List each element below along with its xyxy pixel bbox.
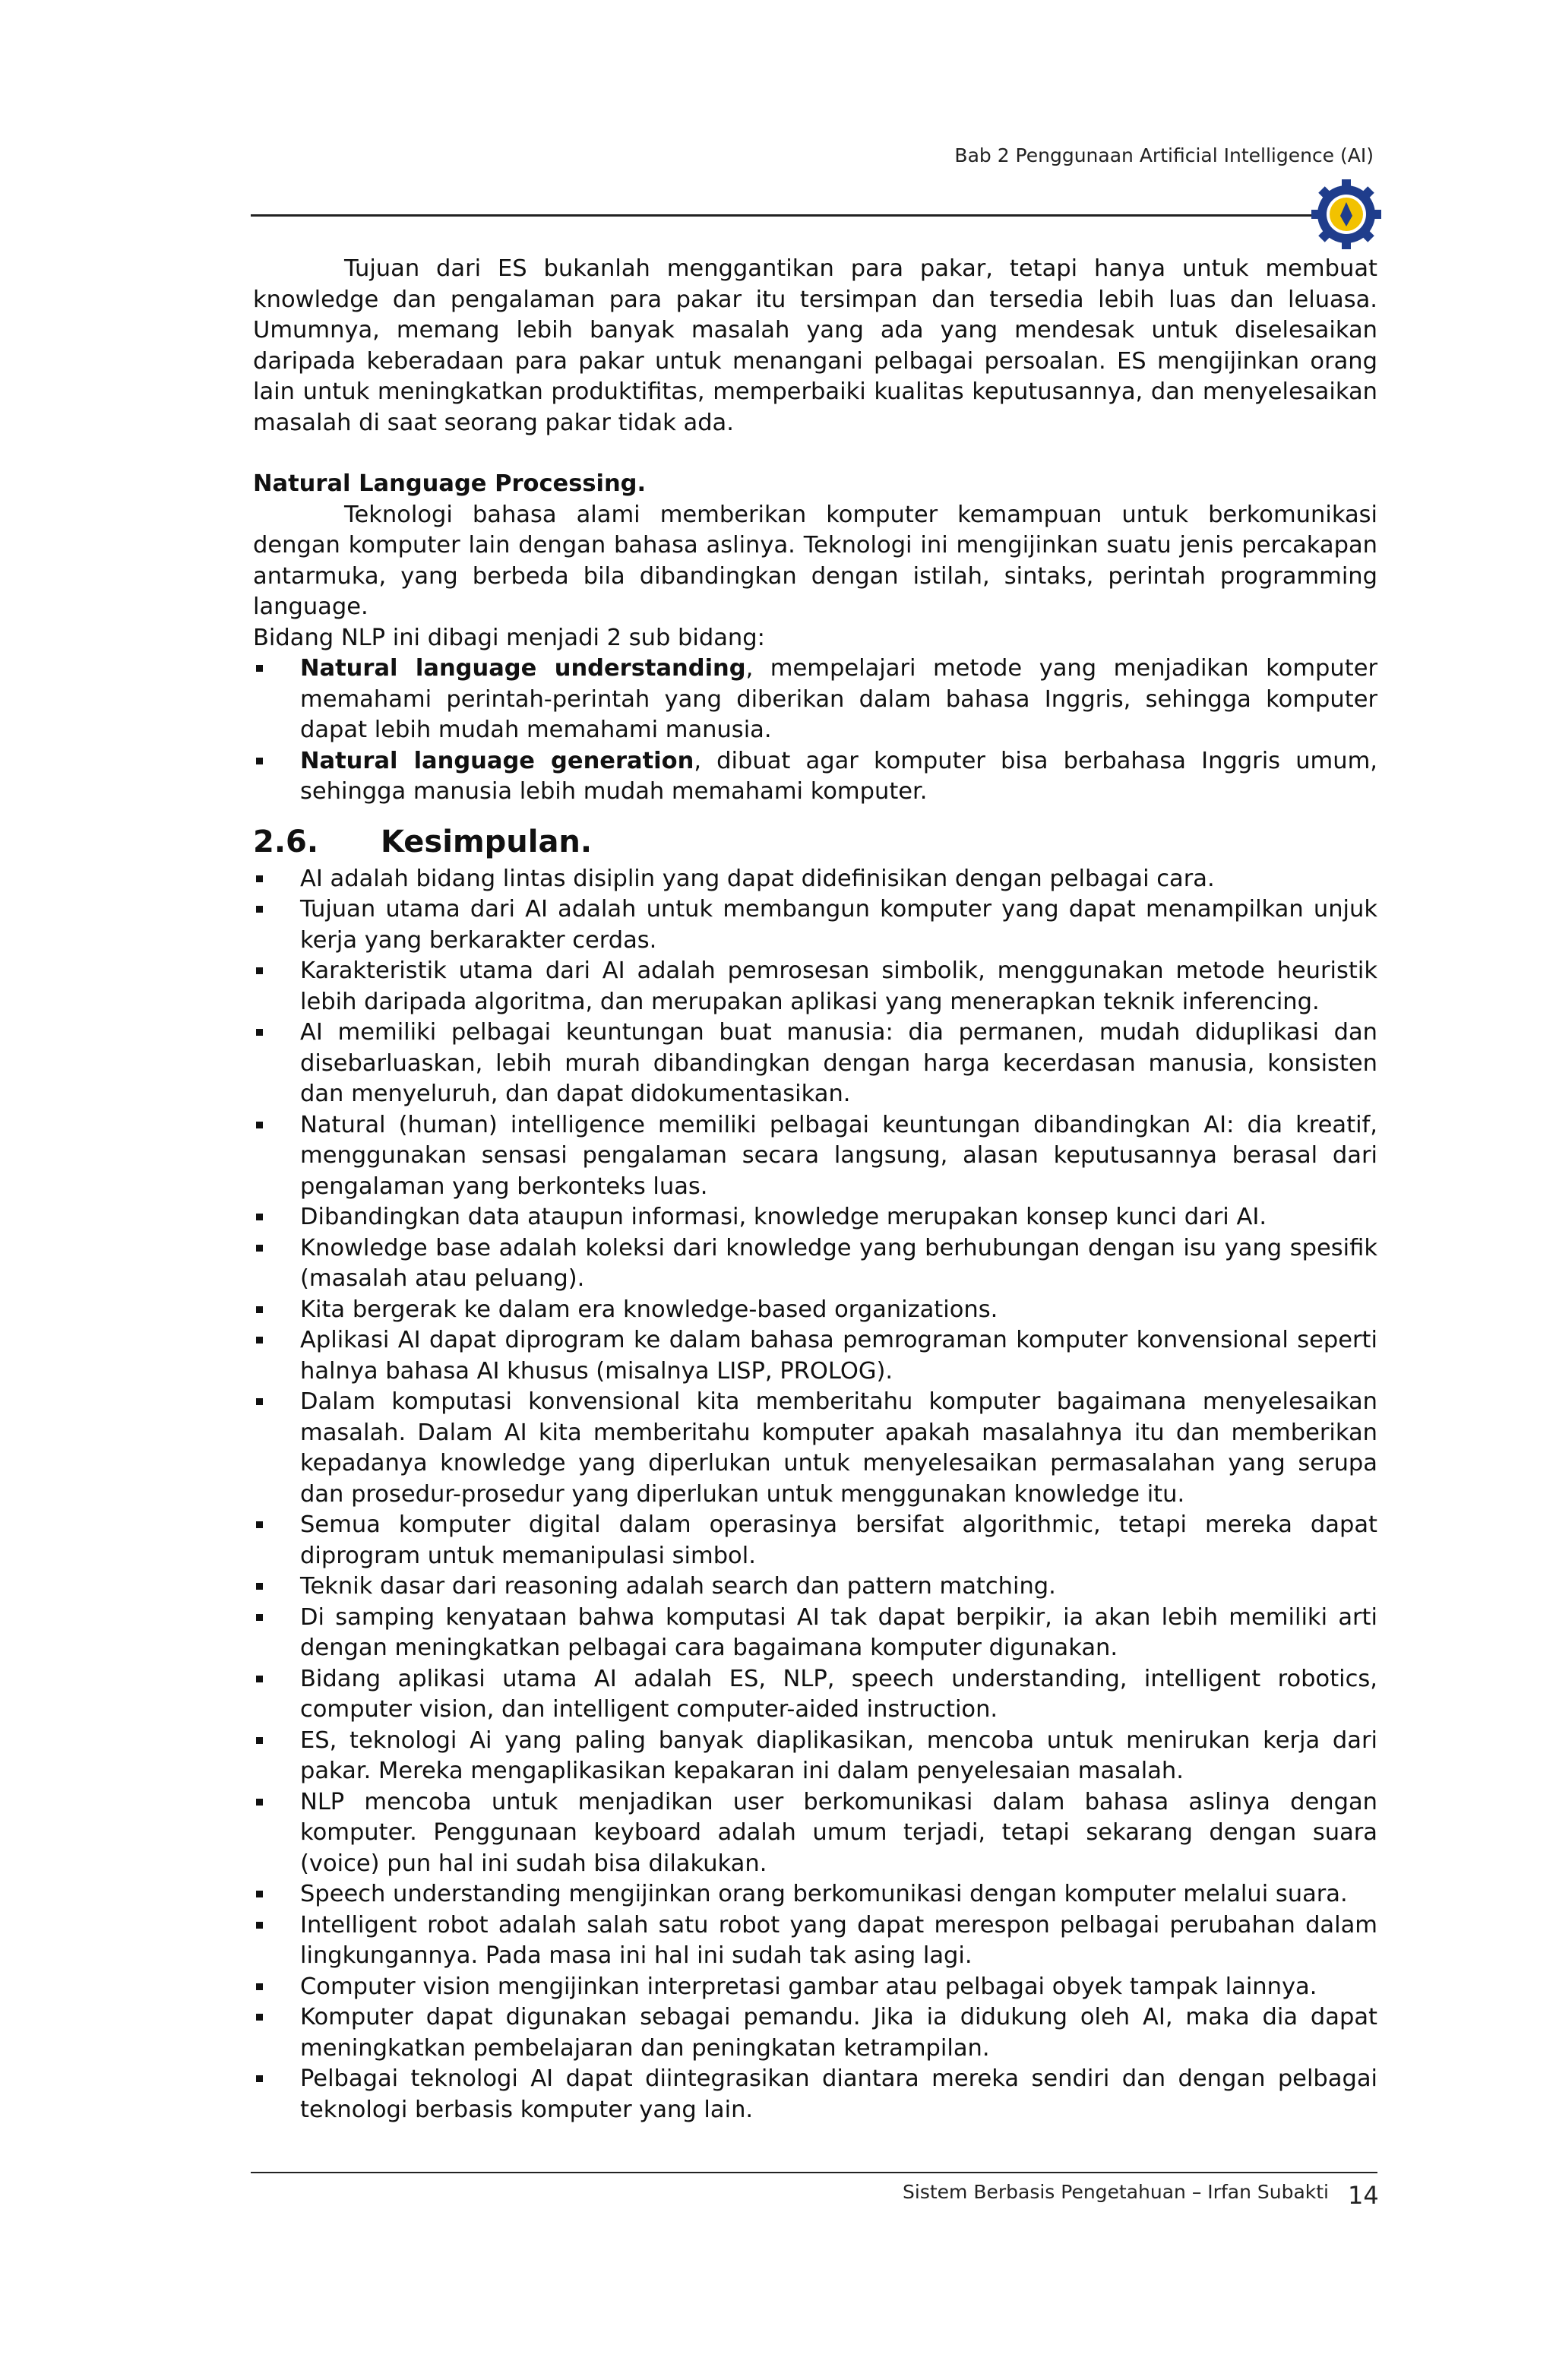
list-item (253, 894, 1377, 956)
list-item (253, 1295, 1377, 1326)
bullet-icon (256, 1029, 263, 1036)
list-item (253, 1018, 1377, 1110)
list-item-text: Dibandingkan data ataupun informasi, knowledge merupakan konsep kunci dari AI. (300, 1204, 1267, 1230)
footer-rule (251, 2172, 1377, 2173)
nlp-subfield-intro: Bidang NLP ini dibagi menjadi 2 sub bidang: (253, 624, 765, 651)
subfield-term: Natural language generation (300, 747, 694, 774)
nlp-subfield-list (253, 654, 1377, 808)
conclusion-list (253, 864, 1377, 2126)
list-item (253, 746, 1377, 808)
section-title: Kesimpulan. (381, 824, 593, 859)
bullet-icon (256, 2014, 263, 2021)
list-item-text: Bidang aplikasi utama AI adalah ES, NLP, speech understanding, intelligent robotics, computer vision, dan intelligent computer-aided instruction. (300, 1665, 1377, 1723)
list-item (253, 1110, 1377, 1203)
list-item-text: AI adalah bidang lintas disiplin yang dapat didefinisikan dengan pelbagai cara. (300, 865, 1215, 892)
list-item (253, 1571, 1377, 1603)
bullet-icon (256, 875, 263, 882)
list-item (253, 2064, 1377, 2125)
footer-text: Sistem Berbasis Pengetahuan – Irfan Subakti (903, 2181, 1329, 2203)
section-heading (253, 823, 1377, 861)
intro-paragraph: Tujuan dari ES bukanlah menggantikan para pakar, tetapi hanya untuk membuat knowledge dan pengalaman para pakar itu tersimpan dan tersedia lebih luas dan leluasa. Umumnya, memang lebih banyak masalah yang ada yang mendesak untuk diselesaikan daripada keberadaan para pakar untuk menangani pelbagai persoalan. ES mengijinkan orang lain untuk meningkatkan produktifitas, memperbaiki kualitas keputusannya, dan menyelesaikan masalah di saat seorang pakar tidak ada. (253, 255, 1377, 436)
bullet-icon (256, 1245, 263, 1252)
list-item-text: Kita bergerak ke dalam era knowledge-based organizations. (300, 1296, 998, 1323)
list-item (253, 1879, 1377, 1910)
list-item-text: Di samping kenyataan bahwa komputasi AI tak dapat berpikir, ia akan lebih memiliki arti dengan meningkatkan pelbagai cara bagaimana komputer digunakan. (300, 1603, 1377, 1661)
list-item (253, 956, 1377, 1018)
list-item-text: Tujuan utama dari AI adalah untuk membangun komputer yang dapat menampilkan unjuk kerja yang berkarakter cerdas. (300, 896, 1377, 954)
bullet-icon (256, 1983, 263, 1990)
list-item (253, 654, 1377, 746)
list-item (253, 1233, 1377, 1295)
bullet-icon (256, 1799, 263, 1806)
list-item-text: Speech understanding mengijinkan orang berkomunikasi dengan komputer melalui suara. (300, 1881, 1348, 1907)
bullet-icon (256, 1521, 263, 1528)
list-item-text: ES, teknologi Ai yang paling banyak diaplikasikan, mencoba untuk menirukan kerja dari pakar. Mereka mengaplikasikan kepakaran ini dalam penyelesaian masalah. (300, 1726, 1377, 1784)
bullet-icon (256, 1676, 263, 1682)
page-header-title: Bab 2 Penggunaan Artificial Intelligence (AI) (954, 144, 1374, 166)
header-rule (251, 214, 1322, 217)
bullet-icon (256, 1337, 263, 1343)
list-item-text: AI memiliki pelbagai keuntungan buat manusia: dia permanen, mudah diduplikasi dan disebarluaskan, lebih murah dibandingkan dengan harga kecerdasan manusia, konsisten dan menyeluruh, dan dapat didokumentasikan. (300, 1019, 1377, 1107)
nlp-heading: Natural Language Processing. (253, 470, 647, 497)
page-body (253, 254, 1377, 2125)
list-item (253, 1510, 1377, 1571)
list-item-text: NLP mencoba untuk menjadikan user berkomunikasi dalam bahasa aslinya dengan komputer. Penggunaan keyboard adalah umum terjadi, tetapi sekarang dengan suara (voice) pun hal ini sudah bisa dilakukan. (300, 1788, 1377, 1877)
list-item (253, 1325, 1377, 1387)
list-item-text: Komputer dapat digunakan sebagai pemandu. Jika ia didukung oleh AI, maka dia dapat meningkatkan pembelajaran dan peningkatan ketrampilan. (300, 2004, 1377, 2062)
list-item-text: Semua komputer digital dalam operasinya bersifat algorithmic, tetapi mereka dapat diprogram untuk memanipulasi simbol. (300, 1511, 1377, 1569)
list-item-text: Karakteristik utama dari AI adalah pemrosesan simbolik, menggunakan metode heuristik lebih daripada algoritma, dan merupakan aplikasi yang menerapkan teknik inferencing. (300, 957, 1377, 1015)
bullet-icon (256, 1122, 263, 1128)
list-item (253, 1910, 1377, 1972)
list-item (253, 2002, 1377, 2064)
bullet-icon (256, 967, 263, 974)
bullet-icon (256, 906, 263, 913)
subfield-description: , dibuat agar komputer bisa berbahasa Inggris umum, sehingga manusia lebih mudah memahami komputer. (300, 747, 1378, 805)
list-item-text: Computer vision mengijinkan interpretasi gambar atau pelbagai obyek tampak lainnya. (300, 1973, 1317, 2000)
page-number: 14 (1348, 2181, 1379, 2210)
section-number: 2.6. (253, 824, 319, 859)
bullet-icon (256, 1922, 263, 1929)
list-item (253, 1726, 1377, 1787)
list-item-text: Teknik dasar dari reasoning adalah search dan pattern matching. (300, 1573, 1056, 1600)
subfield-description: , mempelajari metode yang menjadikan komputer memahami perintah-perintah yang diberikan dalam bahasa Inggris, sehingga komputer dapat lebih mudah memahami manusia. (300, 655, 1377, 743)
list-item (253, 1603, 1377, 1664)
list-item (253, 1664, 1377, 1726)
university-seal-icon (1308, 176, 1384, 252)
list-item (253, 1387, 1377, 1510)
list-item (253, 1787, 1377, 1880)
bullet-icon (256, 758, 263, 764)
subfield-term: Natural language understanding (300, 655, 746, 682)
list-item-text: Knowledge base adalah koleksi dari knowledge yang berhubungan dengan isu yang spesifik (masalah atau peluang). (300, 1234, 1377, 1292)
list-item (253, 864, 1377, 895)
list-item-text: Dalam komputasi konvensional kita memberitahu komputer bagaimana menyelesaikan masalah. Dalam AI kita memberitahu komputer apakah masalahnya itu dan memberikan kepadanya knowledge yang diperlukan untuk menyelesaikan permasalahan yang serupa dan prosedur-prosedur yang diperlukan untuk menggunakan knowledge itu. (300, 1388, 1377, 1508)
list-item-text: Natural (human) intelligence memiliki pelbagai keuntungan dibandingkan AI: dia kreatif, menggunakan sensasi pengalaman secara langsung, alasan keputusannya berasal dari pengalaman yang berkonteks luas. (300, 1111, 1377, 1200)
bullet-icon (256, 2075, 263, 2082)
bullet-icon (256, 1306, 263, 1313)
list-item (253, 1972, 1377, 2003)
bullet-icon (256, 1214, 263, 1220)
bullet-icon (256, 1398, 263, 1405)
bullet-icon (256, 1737, 263, 1744)
list-item (253, 1202, 1377, 1233)
bullet-icon (256, 1614, 263, 1621)
list-item-text: Intelligent robot adalah salah satu robot yang dapat merespon pelbagai perubahan dalam lingkungannya. Pada masa ini hal ini sudah tak asing lagi. (300, 1911, 1377, 1969)
bullet-icon (256, 665, 263, 672)
bullet-icon (256, 1891, 263, 1897)
bullet-icon (256, 1583, 263, 1590)
list-item-text: Pelbagai teknologi AI dapat diintegrasikan diantara mereka sendiri dan dengan pelbagai teknologi berbasis komputer yang lain. (300, 2065, 1377, 2123)
nlp-paragraph: Teknologi bahasa alami memberikan komputer kemampuan untuk berkomunikasi dengan komputer lain dengan bahasa aslinya. Teknologi ini mengijinkan suatu jenis percakapan antarmuka, yang berbeda bila dibandingkan dengan istilah, sintaks, perintah programming language. (253, 501, 1377, 620)
list-item-text: Aplikasi AI dapat diprogram ke dalam bahasa pemrograman komputer konvensional seperti halnya bahasa AI khusus (misalnya LISP, PROLOG). (300, 1327, 1377, 1385)
